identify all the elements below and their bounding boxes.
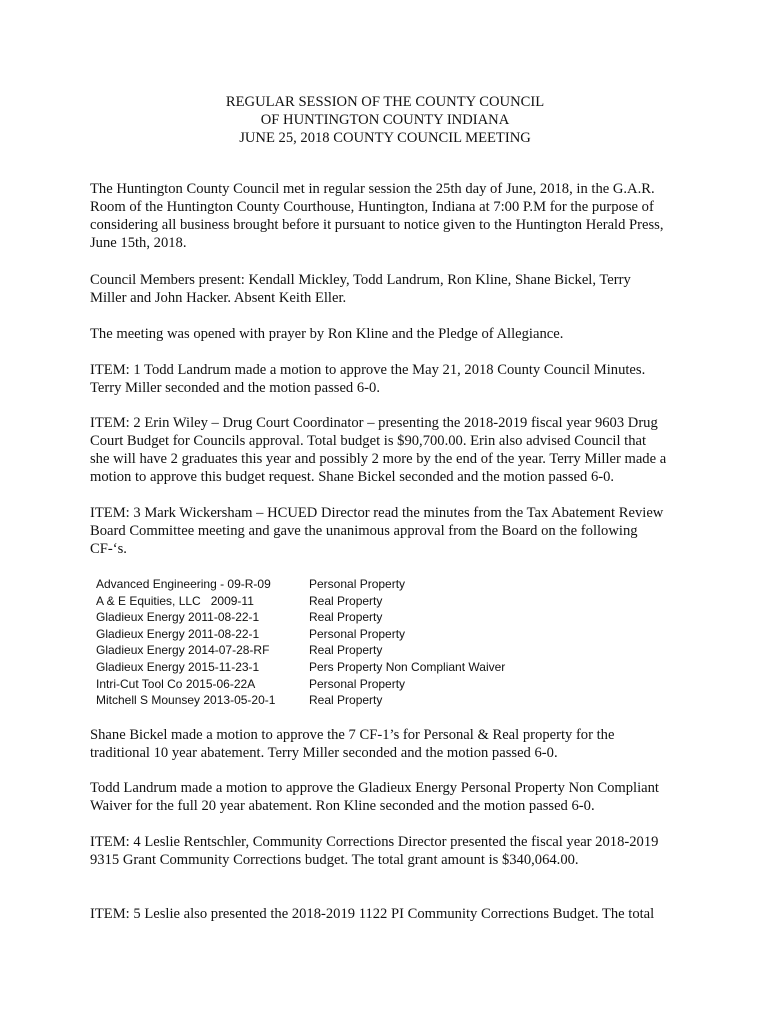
cf-row	[96, 576, 539, 593]
cf-row	[96, 593, 539, 610]
cf-name: A & E Equities, LLC 2009-11	[96, 593, 254, 608]
cf-property-type: Personal Property	[309, 577, 406, 591]
text-line: ITEM: 3 Mark Wickersham – HCUED Director read the minutes from the Tax Abatement Review	[90, 505, 664, 521]
text-line: traditional 10 year abatement. Terry Miller seconded and the motion passed 6-0.	[90, 745, 558, 761]
text-line: motion to approve this budget request. Shane Bickel seconded and the motion passed 6-0.	[90, 469, 615, 485]
text-line: The meeting was opened with prayer by Ron Kline and the Pledge of Allegiance.	[90, 326, 564, 342]
text-line: Board Committee meeting and gave the unanimous approval from the Board on the following	[90, 523, 638, 539]
text-line: ITEM: 4 Leslie Rentschler, Community Corrections Director presented the fiscal year 2018-2019	[90, 834, 659, 850]
text-line: Miller and John Hacker. Absent Keith Eller.	[90, 290, 347, 306]
text-line: Waiver for the full 20 year abatement. Ron Kline seconded and the motion passed 6-0.	[90, 798, 595, 814]
item-2-paragraph	[90, 414, 690, 486]
text-line: 9315 Grant Community Corrections budget. The total grant amount is $340,064.00.	[90, 852, 579, 868]
members-paragraph	[90, 271, 690, 307]
cf-name: Intri-Cut Tool Co 2015-06-22A	[96, 676, 256, 691]
cf-list-table	[96, 576, 539, 709]
prayer-paragraph	[90, 325, 690, 343]
header-line-1: REGULAR SESSION OF THE COUNTY COUNCIL	[225, 94, 545, 110]
cf-property-type: Personal Property	[309, 626, 406, 641]
cf-property-type: Personal Property	[309, 676, 406, 691]
header-line-3: JUNE 25, 2018 COUNTY COUNCIL MEETING	[239, 130, 531, 146]
cf-property-type: Real Property	[309, 593, 383, 608]
cf-name: Gladieux Energy 2014-07-28-RF	[96, 643, 270, 658]
text-line: Todd Landrum made a motion to approve the Gladieux Energy Personal Property Non Compliant	[90, 780, 659, 796]
text-line: she will have 2 graduates this year and possibly 2 more by the end of the year. Terry Miller made a	[90, 451, 667, 467]
cf-row	[96, 676, 539, 693]
text-line: ITEM: 2 Erin Wiley – Drug Court Coordinator – presenting the 2018-2019 fiscal year 9603 Drug	[90, 415, 658, 431]
text-line: June 15th, 2018.	[90, 235, 187, 251]
cf-property-type: Real Property	[309, 610, 383, 625]
text-line: Council Members present: Kendall Mickley, Todd Landrum, Ron Kline, Shane Bickel, Terry	[90, 272, 631, 288]
text-line: CF-‘s.	[90, 541, 127, 557]
cf-row	[96, 692, 539, 709]
cf-name: Advanced Engineering - 09-R-09	[96, 577, 271, 591]
text-line: Room of the Huntington County Courthouse, Huntington, Indiana at 7:00 P.M for the purpose of	[90, 199, 654, 215]
cf-property-type: Real Property	[309, 693, 383, 708]
text-line: Terry Miller seconded and the motion passed 6-0.	[90, 380, 380, 396]
text-line: Court Budget for Councils approval. Total budget is $90,700.00. Erin also advised Council that	[90, 433, 647, 449]
text-line: ITEM: 5 Leslie also presented the 2018-2019 1122 PI Community Corrections Budget. The total	[90, 906, 655, 922]
item-5-paragraph	[90, 905, 690, 923]
cf-row	[96, 659, 539, 676]
text-line: The Huntington County Council met in regular session the 25th day of June, 2018, in the G.A.R.	[90, 181, 655, 197]
header-line-2: OF HUNTINGTON COUNTY INDIANA	[260, 112, 510, 128]
cf-property-type: Real Property	[309, 643, 383, 658]
motion-waiver-paragraph	[90, 779, 690, 815]
cf-name: Gladieux Energy 2011-08-22-1	[96, 610, 260, 625]
cf-property-type: Pers Property Non Compliant Waiver	[309, 659, 506, 674]
cf-row	[96, 626, 539, 643]
cf-name: Gladieux Energy 2011-08-22-1	[96, 626, 260, 641]
item-3-paragraph	[90, 504, 690, 558]
cf-row	[96, 642, 539, 659]
item-1-paragraph	[90, 361, 690, 397]
cf-name: Gladieux Energy 2015-11-23-1	[96, 659, 260, 674]
intro-paragraph	[90, 180, 690, 252]
cf-name: Mitchell S Mounsey 2013-05-20-1	[96, 693, 276, 708]
text-line: ITEM: 1 Todd Landrum made a motion to approve the May 21, 2018 County Council Minutes.	[90, 362, 646, 378]
text-line: Shane Bickel made a motion to approve the 7 CF-1’s for Personal & Real property for the	[90, 727, 615, 743]
item-4-paragraph	[90, 833, 690, 869]
document-header	[0, 93, 770, 147]
text-line: considering all business brought before it pursuant to notice given to the Huntington Herald Press,	[90, 217, 664, 233]
motion-cf1-paragraph	[90, 726, 690, 762]
cf-row	[96, 609, 539, 626]
